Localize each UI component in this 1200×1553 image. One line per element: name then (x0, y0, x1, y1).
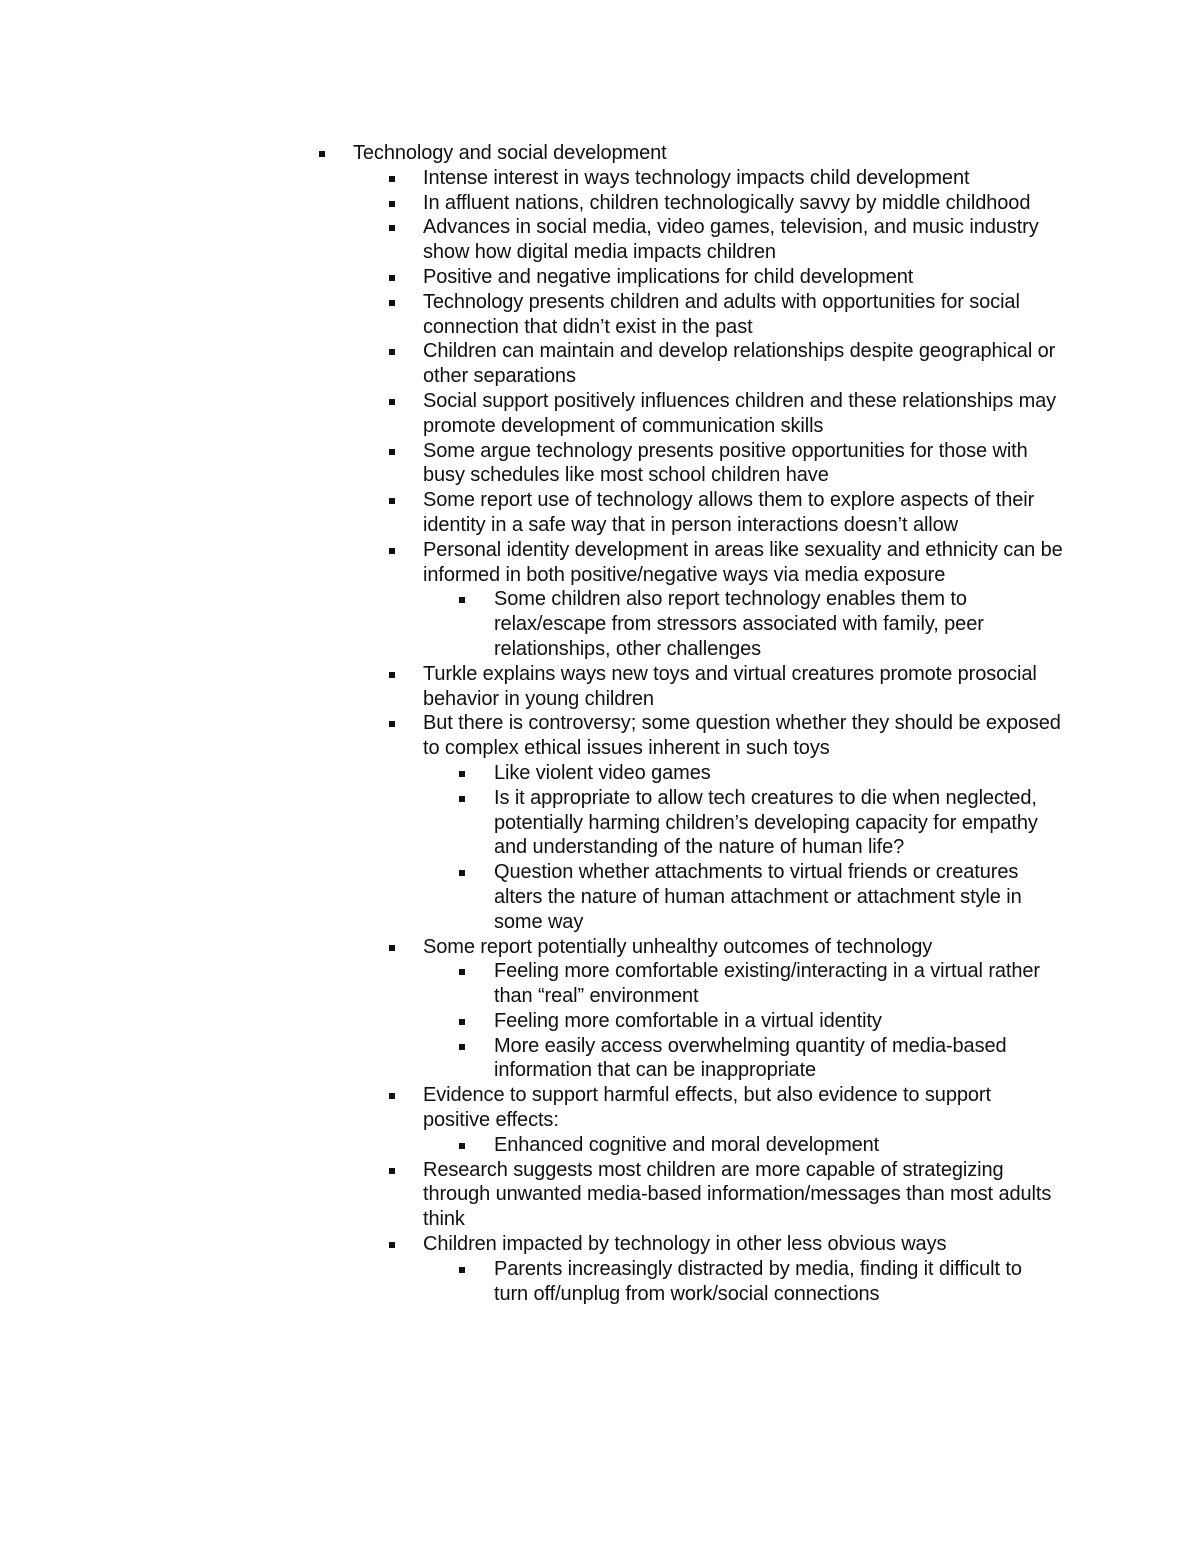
square-bullet-icon (456, 1034, 470, 1059)
outline-subitem (494, 860, 1059, 934)
outline-item-text: Technology and social development (353, 142, 667, 164)
outline-subitem (494, 959, 1059, 1009)
outline-item-text: Turkle explains ways new toys and virtual creatures promote prosocial behavior in young children (423, 662, 1037, 710)
square-bullet-icon (456, 959, 470, 984)
outline-item (423, 1232, 1063, 1257)
outline-item (423, 1158, 1063, 1232)
outline-item (423, 389, 1063, 439)
outline-item-text: Intense interest in ways technology impacts child development (423, 166, 970, 189)
outline-item (423, 662, 1063, 712)
square-bullet-icon (386, 215, 400, 240)
square-bullet-icon (456, 587, 470, 612)
outline-subitem (494, 1133, 1059, 1158)
square-bullet-icon (386, 662, 400, 687)
outline-item-text: Parents increasingly distracted by media, finding it difficult to turn off/unplug from work/social connections (494, 1257, 1022, 1305)
outline-item-text: Advances in social media, video games, television, and music industry show how digital media impacts children (423, 216, 1039, 264)
outline-item (423, 265, 1063, 290)
outline-item-text: Like violent video games (494, 761, 711, 784)
outline-item-text: Some argue technology presents positive opportunities for those with busy schedules like most school children have (423, 439, 1028, 487)
outline-item (423, 935, 1063, 960)
square-bullet-icon (386, 1158, 400, 1183)
outline-heading-item (353, 141, 1053, 166)
square-bullet-icon (386, 711, 400, 736)
square-bullet-icon (386, 935, 400, 960)
outline-item (423, 711, 1063, 761)
outline-item (423, 538, 1063, 588)
outline-item-text: Personal identity development in areas like sexuality and ethnicity can be informed in both positive/negative ways via media exposure (423, 538, 1063, 586)
outline-item-text: Positive and negative implications for child development (423, 265, 914, 288)
outline-item-text: Enhanced cognitive and moral development (494, 1133, 880, 1156)
outline-item-text: Some report use of technology allows them to explore aspects of their identity in a safe way that in person interactions doesn’t allow (423, 489, 1035, 536)
outline-subitem (494, 786, 1059, 860)
outline-subitem (494, 587, 1059, 661)
outline-item-text: Some report potentially unhealthy outcomes of technology (423, 935, 933, 958)
square-bullet-icon (456, 786, 470, 811)
square-bullet-icon (316, 141, 330, 166)
outline-item-text: But there is controversy; some question whether they should be exposed to complex ethical issues inherent in such toys (423, 712, 1061, 760)
outline-item-text: In affluent nations, children technologically savvy by middle childhood (423, 191, 1031, 214)
square-bullet-icon (386, 191, 400, 216)
outline-item (423, 290, 1063, 340)
outline-item-text: Feeling more comfortable in a virtual identity (494, 1009, 882, 1032)
outline-item (423, 166, 1063, 191)
outline-subitem (494, 1009, 1059, 1034)
outline-item-text: Is it appropriate to allow tech creatures to die when neglected, potentially harming children’s developing capacity for empathy and understanding of the nature of human life? (494, 786, 1038, 859)
outline-item-text: Research suggests most children are more capable of strategizing through unwanted media-based information/messages than most adults think (423, 1158, 1052, 1231)
outline-item-text: More easily access overwhelming quantity of media-based information that can be inappropriate (494, 1034, 1007, 1082)
square-bullet-icon (386, 488, 400, 513)
outline-item (423, 215, 1063, 265)
outline-subitem (494, 761, 1059, 786)
outline-item (423, 439, 1063, 489)
square-bullet-icon (386, 265, 400, 290)
square-bullet-icon (456, 1257, 470, 1282)
square-bullet-icon (456, 860, 470, 885)
outline-item (423, 339, 1063, 389)
outline-item-text: Children can maintain and develop relationships despite geographical or other separations (423, 340, 1056, 388)
square-bullet-icon (386, 166, 400, 191)
outline-item-text: Some children also report technology enables them to relax/escape from stressors associated with family, peer relationships, other challenges (494, 588, 984, 660)
outline-item-text: Children impacted by technology in other less obvious ways (423, 1233, 947, 1256)
square-bullet-icon (386, 538, 400, 563)
square-bullet-icon (386, 389, 400, 414)
bullet-outline (0, 141, 1200, 1306)
outline-item (423, 488, 1063, 538)
outline-item-text: Question whether attachments to virtual friends or creatures alters the nature of human attachment or attachment style in some way (494, 861, 1022, 933)
square-bullet-icon (386, 1083, 400, 1108)
outline-item-text: Evidence to support harmful effects, but also evidence to support positive effects: (423, 1084, 991, 1132)
square-bullet-icon (386, 290, 400, 315)
square-bullet-icon (386, 339, 400, 364)
square-bullet-icon (456, 761, 470, 786)
outline-item-text: Social support positively influences children and these relationships may promote development of communication skills (423, 389, 1057, 437)
square-bullet-icon (386, 1232, 400, 1257)
square-bullet-icon (456, 1133, 470, 1158)
outline-item-text: Feeling more comfortable existing/interacting in a virtual rather than “real” environment (494, 960, 1040, 1008)
outline-item (423, 191, 1063, 216)
outline-item (423, 1083, 1063, 1133)
outline-item-text: Technology presents children and adults with opportunities for social connection that didn’t exist in the past (423, 290, 1020, 338)
square-bullet-icon (386, 439, 400, 464)
square-bullet-icon (456, 1009, 470, 1034)
outline-subitem (494, 1034, 1059, 1084)
outline-subitem (494, 1257, 1059, 1307)
